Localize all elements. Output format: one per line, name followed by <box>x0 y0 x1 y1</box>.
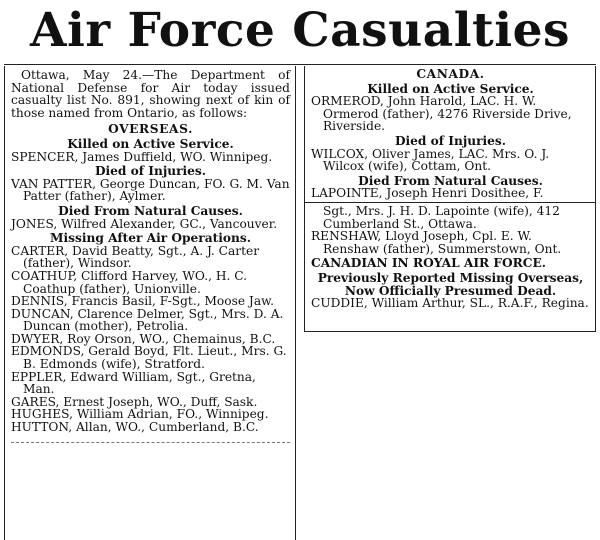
list-item: JONES, Wilfred Alexander, GC., Vancouver. <box>11 216 278 231</box>
overseas-heading: OVERSEAS. <box>108 122 193 137</box>
died-injuries-heading: Died of Injuries. <box>394 133 507 148</box>
died-natural-heading: Died From Natural Causes. <box>358 173 543 188</box>
list-item: COATHUP, Clifford Harvey, WO., H. C. Coathup (father), Unionville. <box>11 268 247 296</box>
list-item: DWYER, Roy Orson, WO., Chemainus, B.C. <box>11 331 276 346</box>
list-item: CARTER, David Beatty, Sgt., A. J. Carter (father), Windsor. <box>11 243 260 271</box>
list-item: RENSHAW, Lloyd Joseph, Cpl. E. W. Renshaw (father), Summerstown, Ont. <box>311 229 562 256</box>
list-item: LAPOINTE, Joseph Henri Dosithee, F. <box>311 186 544 201</box>
list-item: SPENCER, James Duffield, WO. Winnipeg. <box>11 149 273 164</box>
died-natural-heading: Died From Natural Causes. <box>58 203 243 218</box>
raf-heading: CANADIAN IN ROYAL AIR FORCE. <box>311 256 547 271</box>
right-column <box>304 66 596 332</box>
continuation-section <box>305 203 595 310</box>
left-column <box>4 66 296 540</box>
list-item: CUDDIE, William Arthur, SL., R.A.F., Regina. <box>311 296 589 311</box>
list-item: EPPLER, Edward William, Sgt., Gretna, Man. <box>11 369 256 397</box>
missing-heading: Missing After Air Operations. <box>50 231 251 246</box>
killed-heading: Killed on Active Service. <box>67 136 234 151</box>
list-item: VAN PATTER, George Duncan, FO. G. M. Van Patter (father), Aylmer. <box>11 176 290 204</box>
list-item: WILCOX, Oliver James, LAC. Mrs. O. J. Wilcox (wife), Cottam, Ont. <box>311 146 550 174</box>
list-item: HUTTON, Allan, WO., Cumberland, B.C. <box>11 420 259 435</box>
list-item: GARES, Ernest Joseph, WO., Duff, Sask. <box>11 394 258 409</box>
list-item: HUGHES, William Adrian, FO., Winnipeg. <box>11 407 269 422</box>
list-item: DUNCAN, Clarence Delmer, Sgt., Mrs. D. A. Duncan (mother), Petrolia. <box>11 306 284 334</box>
died-injuries-heading: Died of Injuries. <box>94 164 207 179</box>
list-item-continuation: Sgt., Mrs. J. H. D. Lapointe (wife), 412 Cumberland St., Ottawa. <box>323 203 560 231</box>
list-item: DENNIS, Francis Basil, F-Sgt., Moose Jaw. <box>11 294 274 309</box>
canada-heading: CANADA. <box>416 67 485 81</box>
cutoff-line <box>11 436 290 443</box>
canada-section <box>305 68 595 203</box>
headline: Air Force Casualties <box>30 3 570 58</box>
raf-subheading: Previously Reported Missing Overseas, Now Officially Presumed Dead. <box>317 270 584 298</box>
list-item: ORMEROD, John Harold, LAC. H. W. Ormerod (father), 4276 Riverside Drive, Riverside. <box>311 94 572 134</box>
top-rule <box>4 64 596 65</box>
intro-paragraph: Ottawa, May 24.—The Department of National Defense for Air today issued casualty list No. 891, showing next of kin of those named from Ontario, as follows: <box>11 68 290 120</box>
list-item: EDMONDS, Gerald Boyd, Flt. Lieut., Mrs. G. B. Edmonds (wife), Stratford. <box>11 344 287 372</box>
killed-heading: Killed on Active Service. <box>367 81 534 96</box>
